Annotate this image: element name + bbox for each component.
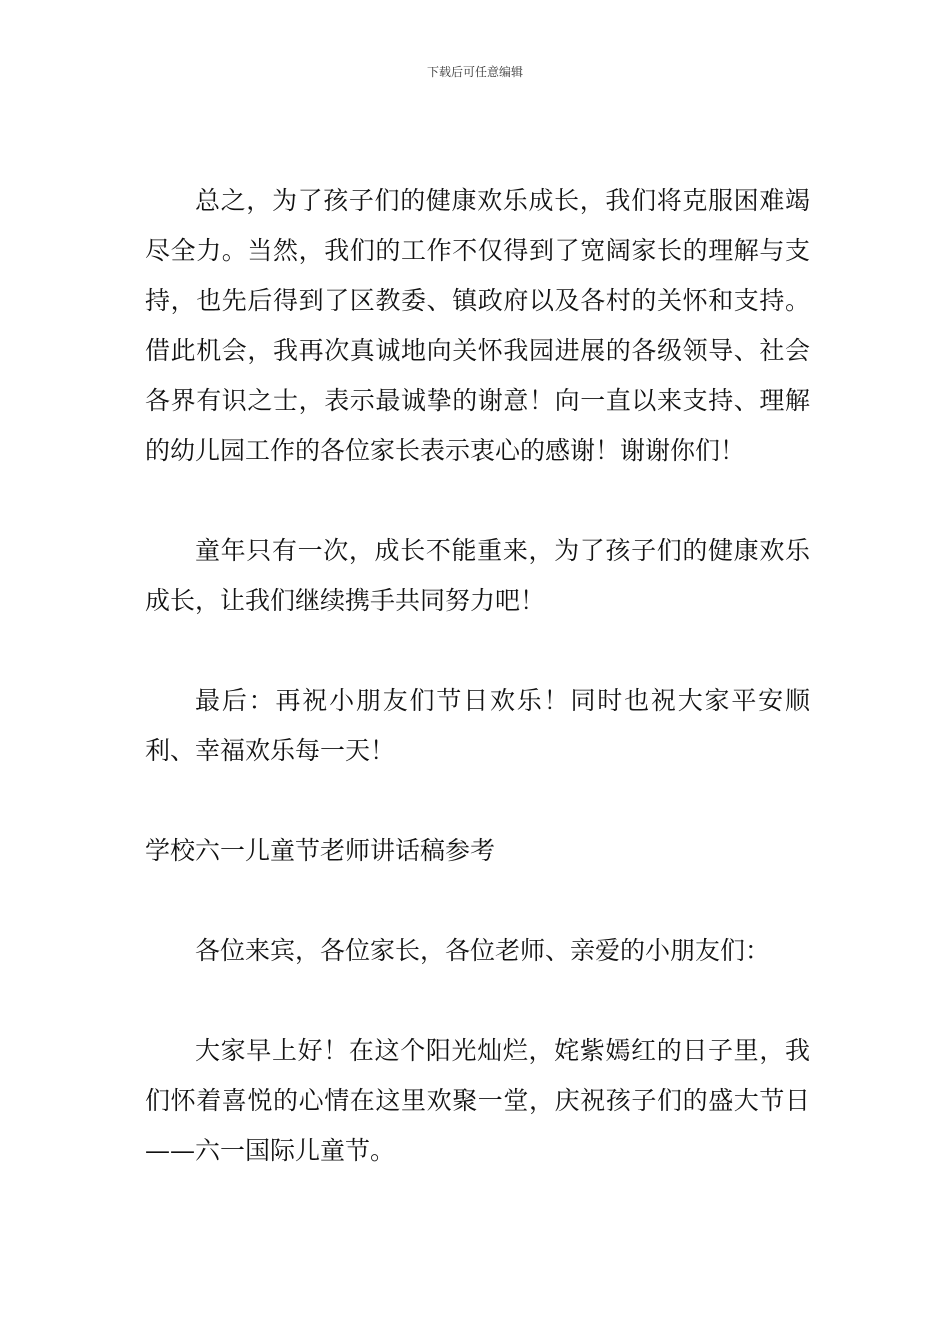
paragraph-childhood: 童年只有一次，成长不能重来，为了孩子们的健康欢乐成长，让我们继续携手共同努力吧！: [145, 536, 810, 615]
page-header: 下载后可任意编辑: [426, 65, 523, 79]
paragraph-closing-thanks: 总之，为了孩子们的健康欢乐成长，我们将克服困难竭尽全力。当然，我们的工作不仅得到了宽阔家长的理解与支持，也先后得到了区教委、镇政府以及各村的关怀和支持。借此机会，我再次真诚地向关怀我园进展的各级领导、社会各界有识之士，表示最诚挚的谢意！向一直以来支持、理解的幼儿园工作的各位家长表示衷心的感谢！谢谢你们！: [145, 186, 810, 465]
paragraph-final-wishes: 最后：再祝小朋友们节日欢乐！同时也祝大家平安顺利、幸福欢乐每一天！: [145, 686, 810, 765]
section-title: 学校六一儿童节老师讲话稿参考: [145, 836, 496, 865]
document-body: [145, 176, 810, 1176]
paragraph-greeting: 各位来宾，各位家长，各位老师、亲爱的小朋友们：: [195, 936, 771, 965]
paragraph-opening: 大家早上好！在这个阳光灿烂，姹紫嫣红的日子里，我们怀着喜悦的心情在这里欢聚一堂，庆祝孩子们的盛大节日——六一国际儿童节。: [145, 1036, 810, 1165]
